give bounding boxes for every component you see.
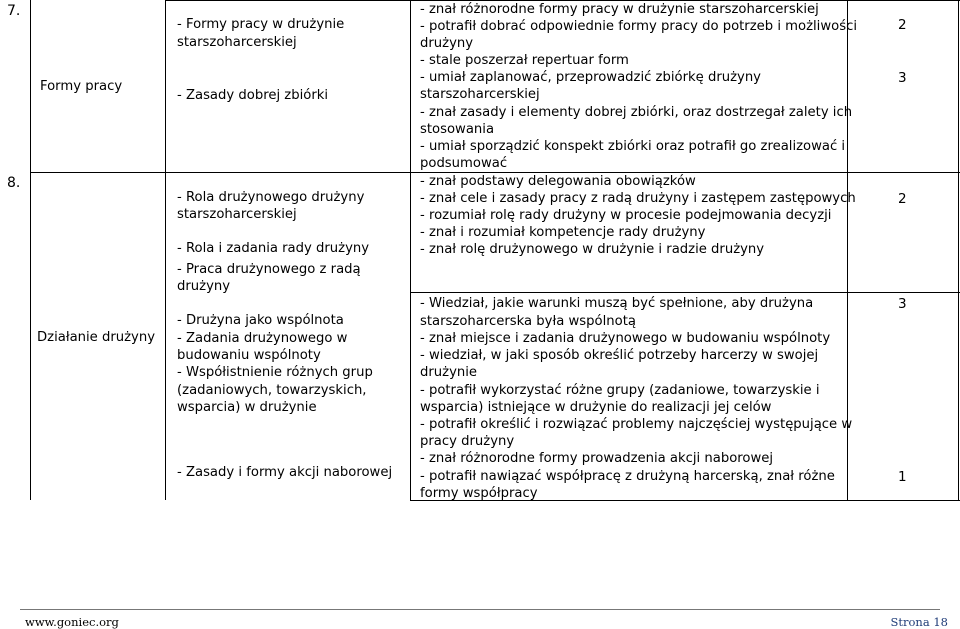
topic-zadania-line2: budowaniu wspólnoty: [177, 348, 321, 363]
req-8-12-line2: formy współpracy: [420, 486, 538, 501]
topic-zadania-line1: - Zadania drużynowego w: [177, 331, 348, 346]
category-dzialanie-druzyny: Działanie drużyny: [37, 330, 156, 345]
req-7-1: - znał różnorodne formy pracy w drużynie starszoharcerskiej: [420, 2, 819, 17]
req-8-7: - znał miejsce i zadania drużynowego w budowaniu wspólnoty: [420, 331, 831, 346]
footer-page-number: Strona 18: [890, 615, 948, 629]
score-7-1: 2: [898, 17, 907, 33]
footer-website-link[interactable]: www.goniec.org: [25, 615, 119, 629]
req-8-12-line1: - potrafił nawiązać współpracę z drużyną harcerską, znał różne: [420, 469, 835, 484]
topic-akcja-naborowa: - Zasady i formy akcji naborowej: [177, 465, 393, 480]
req-7-2-line1: - potrafił dobrać odpowiednie formy pracy do potrzeb i możliwości: [420, 19, 857, 34]
req-8-2: - znał cele i zasady pracy z radą drużyny i zastępem zastępowych: [420, 191, 856, 206]
topic-rola-druzynowego-line1: - Rola drużynowego drużyny: [177, 190, 365, 205]
req-7-5-line1: - znał zasady i elementy dobrej zbiórki, oraz dostrzegał zalety ich: [420, 105, 853, 120]
score-8-1: 2: [898, 191, 907, 207]
topic-wspolnota: - Drużyna jako wspólnota: [177, 313, 344, 328]
topic-rola-druzynowego-line2: starszoharcerskiej: [177, 207, 297, 222]
topic-wspolistnienie-line1: - Współistnienie różnych grup: [177, 365, 373, 380]
req-7-4-line1: - umiał zaplanować, przeprowadzić zbiórkę drużyny: [420, 70, 761, 85]
req-7-6-line2: podsumować: [420, 156, 508, 171]
req-7-5-line2: stosowania: [420, 122, 495, 137]
score-8-3: 1: [898, 469, 907, 485]
row-number-8: 8.: [7, 175, 21, 191]
table-border-left: [30, 0, 31, 500]
topic-praca-z-rada-line1: - Praca drużynowego z radą: [177, 262, 361, 277]
row-number-7: 7.: [7, 3, 21, 19]
req-8-4: - znał i rozumiał kompetencje rady drużyny: [420, 225, 706, 240]
topic-zasady-zbiorki: - Zasady dobrej zbiórki: [177, 88, 329, 103]
req-7-3: - stale poszerzał repertuar form: [420, 53, 629, 68]
req-8-1: - znał podstawy delegowania obowiązków: [420, 174, 696, 189]
req-7-4-line2: starszoharcerskiej: [420, 87, 540, 102]
req-8-9-line1: - potrafił wykorzystać różne grupy (zadaniowe, towarzyskie i: [420, 383, 820, 398]
row-divider-8-groups: [410, 292, 960, 293]
req-8-6-line1: - Wiedział, jakie warunki muszą być spełnione, aby drużyna: [420, 296, 814, 311]
req-8-11: - znał różnorodne formy prowadzenia akcji naborowej: [420, 451, 774, 466]
topic-wspolistnienie-line3: wsparcia) w drużynie: [177, 400, 317, 415]
score-8-2: 3: [898, 296, 907, 312]
req-8-10-line1: - potrafił określić i rozwiązać problemy najczęściej występujące w: [420, 417, 853, 432]
req-8-8-line1: - wiedział, w jaki sposób określić potrzeby harcerzy w swojej: [420, 348, 819, 363]
topic-praca-z-rada-line2: drużyny: [177, 279, 231, 294]
footer-rule: [20, 609, 940, 610]
topic-formy-pracy-line1: - Formy pracy w drużynie: [177, 17, 345, 32]
topic-rola-rady: - Rola i zadania rady drużyny: [177, 241, 370, 256]
req-8-6-line2: starszoharcerska była wspólnotą: [420, 314, 636, 329]
req-8-3: - rozumiał rolę rady drużyny w procesie podejmowania decyzji: [420, 208, 832, 223]
topic-formy-pracy-line2: starszoharcerskiej: [177, 35, 297, 50]
req-8-8-line2: drużynie: [420, 365, 478, 380]
req-8-5: - znał rolę drużynowego w drużynie i radzie drużyny: [420, 242, 765, 257]
topic-wspolistnienie-line2: (zadaniowych, towarzyskich,: [177, 383, 367, 398]
category-formy-pracy: Formy pracy: [40, 79, 123, 94]
table-border-topic: [410, 0, 411, 500]
req-7-6-line1: - umiał sporządzić konspekt zbiórki oraz potrafił go zrealizować i: [420, 139, 846, 154]
table-border-top: [165, 0, 960, 1]
req-7-2-line2: drużyny: [420, 36, 474, 51]
score-7-2: 3: [898, 70, 907, 86]
table-border-right: [958, 0, 959, 500]
req-8-10-line2: pracy drużyny: [420, 434, 515, 449]
table-border-category: [165, 0, 166, 500]
req-8-9-line2: wsparcia) istniejące w drużynie do realizacji jej celów: [420, 400, 772, 415]
